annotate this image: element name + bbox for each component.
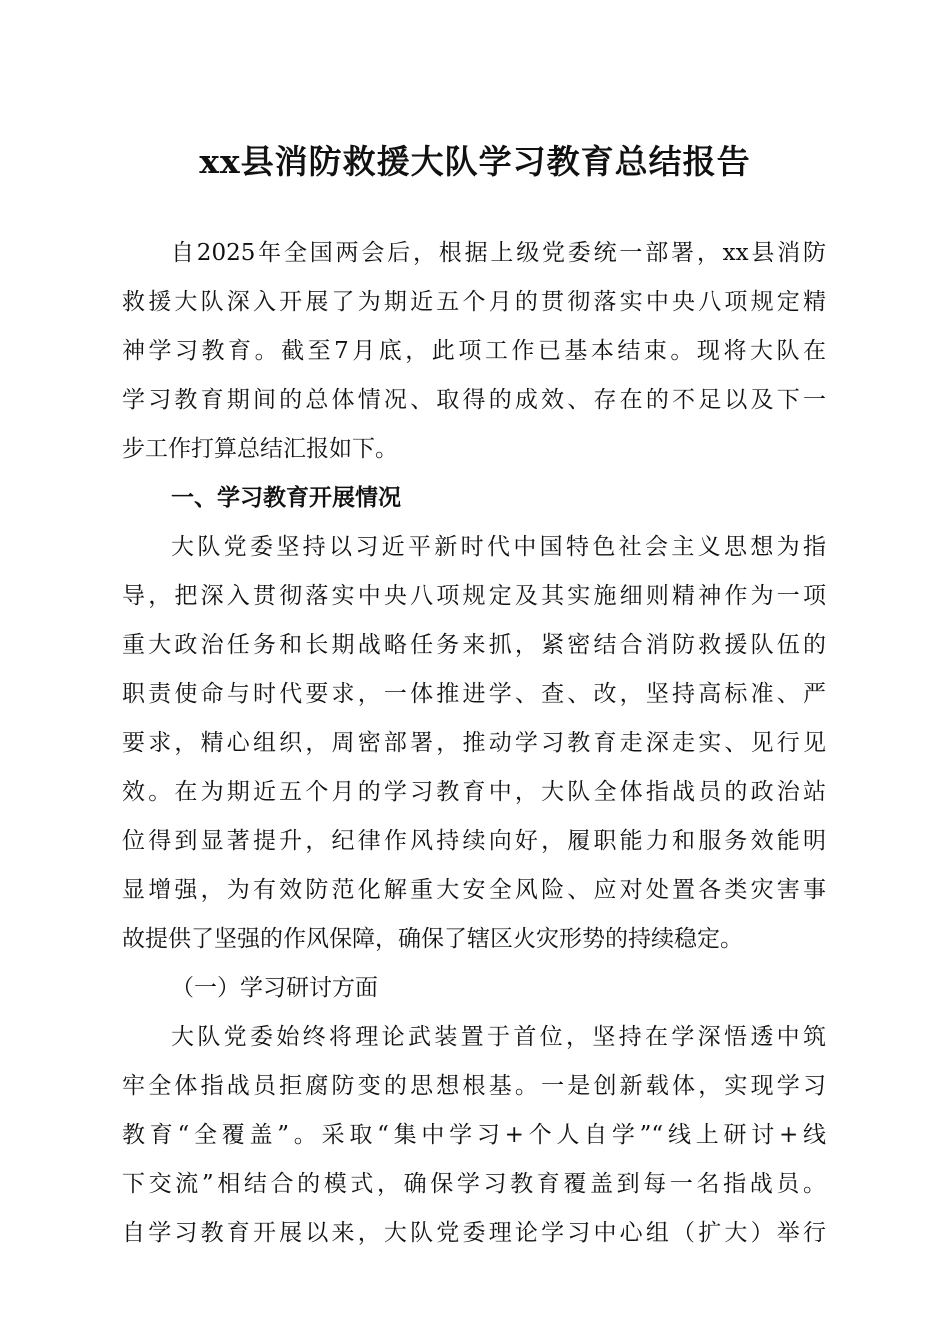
section-heading: 一、学习教育开展情况 <box>171 485 401 511</box>
intro-line: 自2025年全国两会后，根据上级党委统一部署，xx县消防 <box>171 240 826 266</box>
subsection1-line: 教育“全覆盖”。采取“集中学习+个人自学”“线上研讨+线 <box>122 1122 826 1148</box>
document-title: xx县消防救援大队学习教育总结报告 <box>199 142 751 181</box>
section1-line: 职责使命与时代要求，一体推进学、查、改，坚持高标准、严 <box>122 681 826 707</box>
section1-line: 故提供了坚强的作风保障，确保了辖区火灾形势的持续稳定。 <box>122 926 743 952</box>
intro-line: 救援大队深入开展了为期近五个月的贯彻落实中央八项规定精 <box>122 289 826 315</box>
subsection-heading: （一）学习研讨方面 <box>171 975 378 1001</box>
subsection1-line: 牢全体指战员拒腐防变的思想根基。一是创新载体，实现学习 <box>122 1073 826 1099</box>
subsection1-line: 下交流”相结合的模式，确保学习教育覆盖到每一名指战员。 <box>122 1171 826 1197</box>
section1-line: 要求，精心组织，周密部署，推动学习教育走深走实、见行见 <box>122 730 826 756</box>
section1-line: 大队党委坚持以习近平新时代中国特色社会主义思想为指 <box>171 534 826 560</box>
section1-line: 导，把深入贯彻落实中央八项规定及其实施细则精神作为一项 <box>122 583 826 609</box>
subsection1-line: 大队党委始终将理论武装置于首位，坚持在学深悟透中筑 <box>171 1024 826 1050</box>
section1-line: 显增强，为有效防范化解重大安全风险、应对处置各类灾害事 <box>122 877 826 903</box>
section1-line: 效。在为期近五个月的学习教育中，大队全体指战员的政治站 <box>122 779 826 805</box>
intro-line: 神学习教育。截至7月底，此项工作已基本结束。现将大队在 <box>122 338 826 364</box>
section1-line: 位得到显著提升，纪律作风持续向好，履职能力和服务效能明 <box>122 828 826 854</box>
section1-line: 重大政治任务和长期战略任务来抓，紧密结合消防救援队伍的 <box>122 632 826 658</box>
intro-line: 步工作打算总结汇报如下。 <box>122 436 398 462</box>
intro-line: 学习教育期间的总体情况、取得的成效、存在的不足以及下一 <box>122 387 826 413</box>
subsection1-line: 自学习教育开展以来，大队党委理论学习中心组（扩大）举行 <box>122 1220 826 1246</box>
